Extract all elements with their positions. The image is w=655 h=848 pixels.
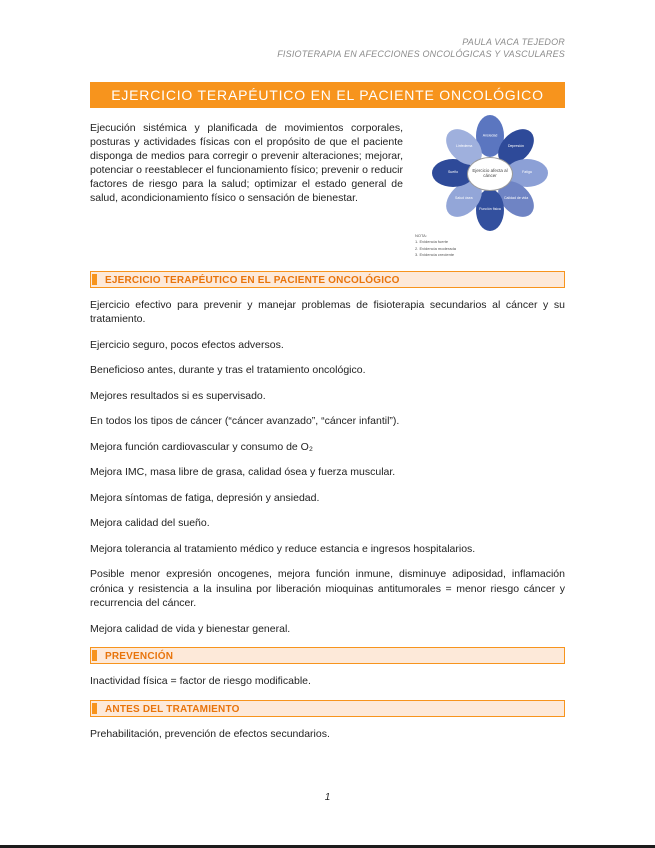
section-heading-main (90, 271, 565, 288)
paragraph: Mejores resultados si es supervisado. (90, 389, 266, 402)
paragraph: Ejercicio seguro, pocos efectos adversos. (90, 338, 284, 351)
diagram-legend (415, 233, 565, 259)
paragraph: Mejora IMC, masa libre de grasa, calidad ósea y fuerza muscular. (90, 466, 396, 479)
petal-label: Sueño (447, 170, 459, 175)
paragraph: Mejora calidad de vida y bienestar general. (90, 622, 291, 635)
page-number: 1 (324, 792, 331, 803)
legend-line: 3. Evidencia creciente (415, 252, 455, 258)
paragraph: Ejercicio efectivo para prevenir y manejar problemas de fisioterapia secundarios al cáncer y su tratamiento. (90, 298, 565, 326)
legend-line: 2. Evidencia moderada (415, 245, 456, 251)
oncology-diagram (415, 121, 565, 259)
petal-label: Función física (479, 207, 501, 212)
legend-line: NOTA: (415, 233, 427, 238)
paragraph: Mejora síntomas de fatiga, depresión y ansiedad. (90, 491, 320, 504)
section-heading-antes (90, 700, 565, 717)
petal-label: Linfedema (455, 144, 473, 149)
section-heading-prevencion (90, 647, 565, 664)
petal-label: Depresión (508, 144, 524, 149)
heading-accent-bar (92, 650, 97, 661)
petal-label: Salud ósea (455, 196, 473, 201)
paragraph: Posible menor expresión oncogenes, mejora función inmune, disminuye adiposidad, inflamación crónica y resistencia a la insulina por liberación mioquinas antitumorales = menor riesgo cáncer y recurrencia del cáncer. (90, 568, 565, 610)
petal-label: Fatiga (522, 170, 532, 175)
heading-accent-bar (92, 274, 97, 285)
running-header (90, 36, 565, 60)
section-heading-label: EJERCICIO TERAPÉUTICO EN EL PACIENTE ONCOLÓGICO (105, 274, 400, 286)
paragraph: En todos los tipos de cáncer (“cáncer avanzado”, “cáncer infantil”). (90, 415, 400, 428)
antes-paragraph: Prehabilitación, prevención de efectos secundarios. (90, 727, 330, 740)
paragraph: Mejora función cardiovascular y consumo de O₂ (90, 440, 313, 453)
paragraph: Mejora tolerancia al tratamiento médico y reduce estancia e ingresos hospitalarios. (90, 542, 476, 555)
paragraph: Beneficioso antes, durante y tras el tratamiento oncológico. (90, 364, 366, 377)
intro-paragraph: Ejecución sistémica y planificada de movimientos corporales, posturas y actividades físicas con el propósito de que el paciente disponga de medios para corregir o prevenir alteraciones; mejorar, potenciar o reestablecer el funcionamiento físico; prevenir o reducir factores de riesgo para la salud; optimizar el estado general de salud, acondicionamiento físico o sensación de bienestar. (90, 122, 403, 204)
flower-diagram (415, 121, 555, 227)
header-author: PAULA VACA TEJEDOR (462, 37, 565, 47)
section-heading-label: ANTES DEL TRATAMIENTO (105, 703, 240, 715)
prevencion-paragraph: Inactividad física = factor de riesgo modificable. (90, 675, 311, 688)
petal-label: Ansiedad (482, 133, 498, 138)
legend-line: 1. Evidencia fuerte (415, 239, 449, 245)
title-banner: EJERCICIO TERAPÉUTICO EN EL PACIENTE ONCOLÓGICO (90, 82, 565, 108)
petal-label: Calidad de vida (503, 196, 529, 201)
heading-accent-bar (92, 703, 97, 714)
section-heading-label: PREVENCIÓN (105, 651, 174, 663)
diagram-center: Ejercicio afecta al cáncer (467, 157, 513, 191)
header-course: FISIOTERAPIA EN AFECCIONES ONCOLÓGICAS Y VASCULARES (277, 49, 565, 59)
intro-row (90, 121, 565, 259)
paragraph: Mejora calidad del sueño. (90, 517, 210, 530)
